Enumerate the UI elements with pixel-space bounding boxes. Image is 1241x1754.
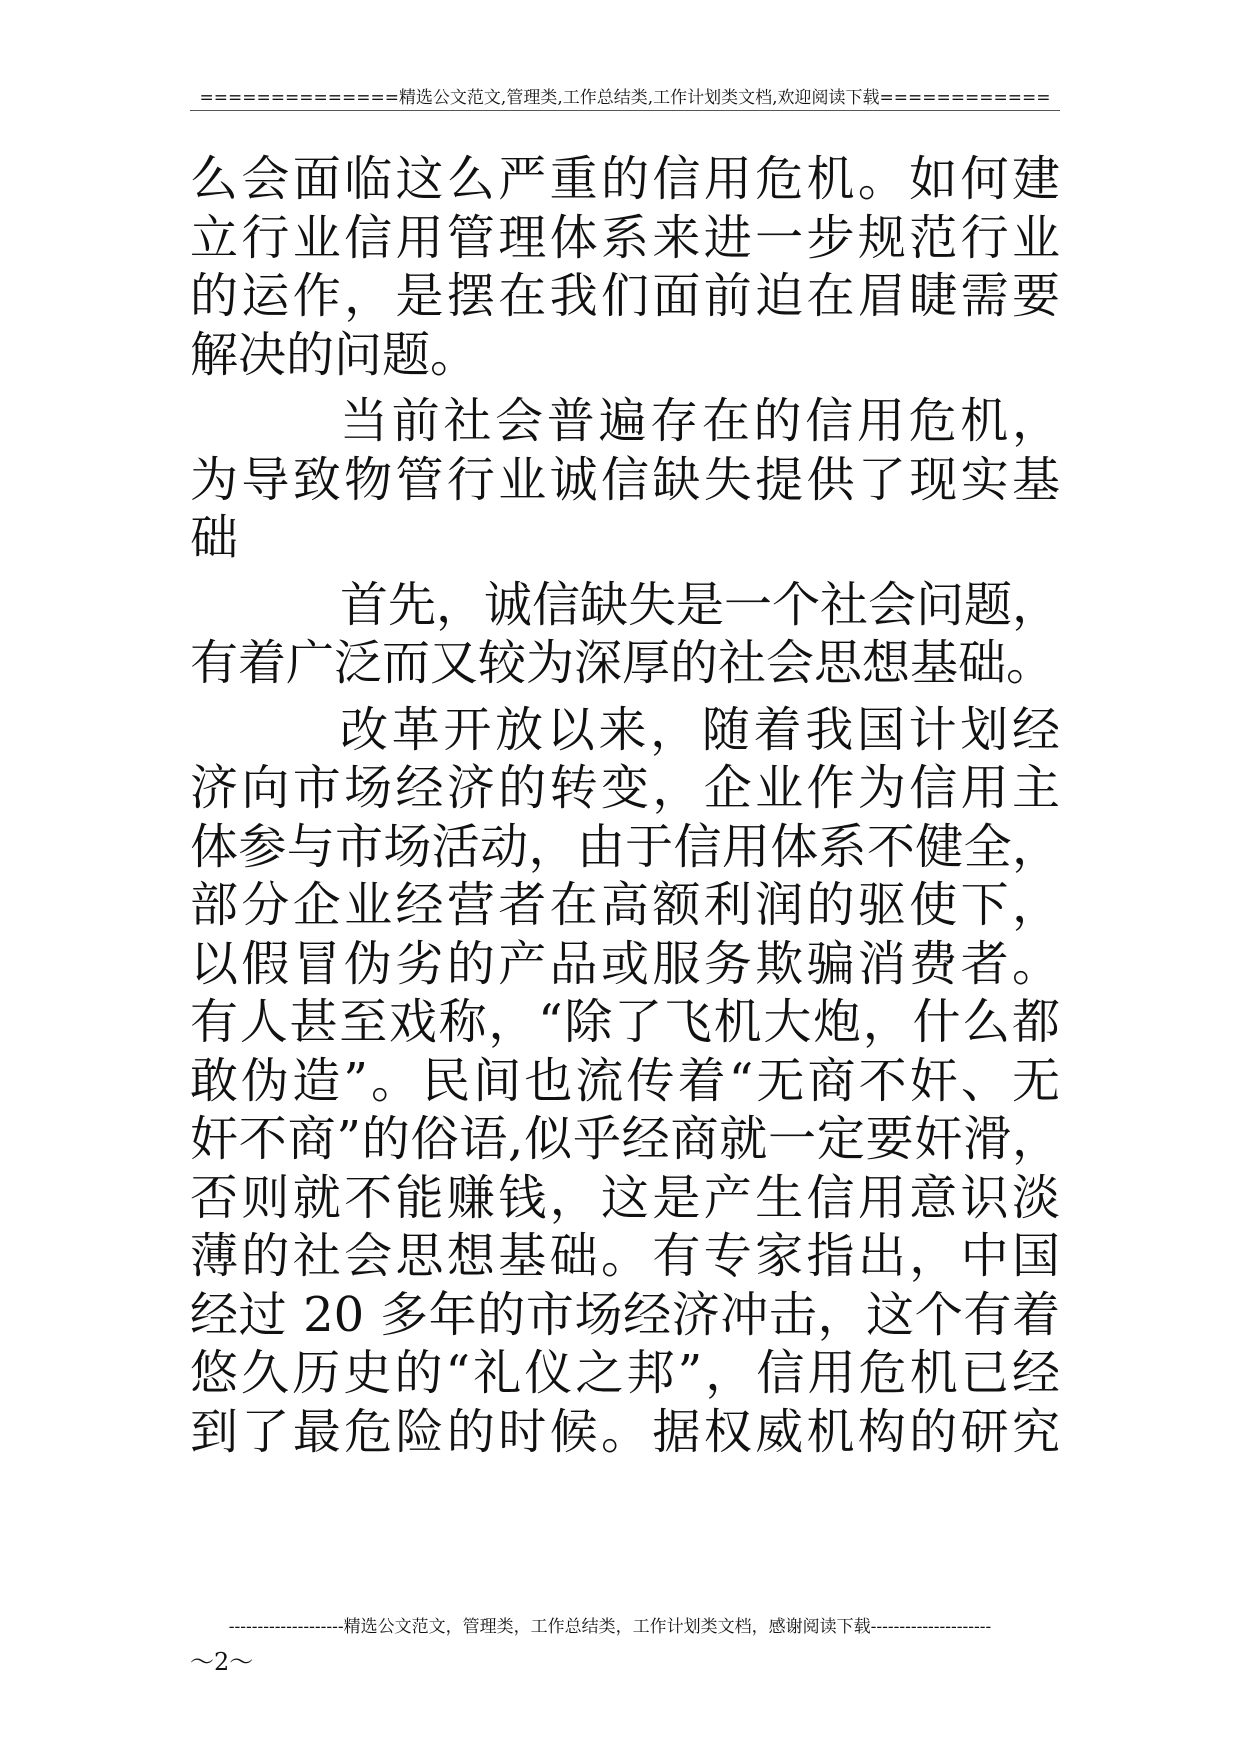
page-number: ～2～ — [190, 1648, 254, 1676]
text-line: 有着广泛而又较为深厚的社会思想基础。 — [190, 635, 1055, 691]
text-line: 解决的问题。 — [190, 326, 479, 383]
text-line: 当前社会普遍存在的信用危机， — [340, 393, 1060, 449]
page-header: ==============精选公文范文,管理类,工作总结类,工作计划类文档,欢迎阅读下载============ — [199, 88, 1051, 108]
header-rule — [190, 110, 1060, 111]
page-footer: --------------------精选公文范文，管理类，工作总结类，工作计划类文档，感谢阅读下载--------------------- — [228, 1617, 992, 1637]
text-line: 础 — [190, 510, 239, 566]
text-line: 为导致物管行业诚信缺失提供了现实基 — [190, 451, 1060, 508]
text-line: 首先，诚信缺失是一个社会问题， — [340, 576, 1060, 633]
paragraph-2 — [190, 392, 1060, 568]
text-line: 么会面临这么严重的信用危机。如何建 — [190, 151, 1060, 207]
paragraph-4 — [190, 701, 1060, 1462]
text-line: 悠久历史的“礼仪之邦”，信用危机已经 — [190, 1345, 1060, 1401]
paragraph-1 — [190, 150, 1060, 384]
text-line: 部分企业经营者在高额利润的驱使下， — [190, 877, 1060, 933]
text-line: 济向市场经济的转变，企业作为信用主 — [190, 760, 1060, 816]
text-line: 否则就不能赚钱，这是产生信用意识淡 — [190, 1169, 1060, 1226]
text-line: 薄的社会思想基础。有专家指出，中国 — [190, 1228, 1060, 1284]
text-line: 有人甚至戏称，“除了飞机大炮，什么都 — [190, 994, 1060, 1050]
text-line: 敢伪造”。民间也流传着“无商不奸、无 — [190, 1052, 1060, 1109]
text-line: 体参与市场活动，由于信用体系不健全， — [190, 818, 1060, 875]
text-line: 经过 20 多年的市场经济冲击，这个有着 — [190, 1286, 1060, 1343]
text-line: 奸不商”的俗语,似乎经商就一定要奸滑， — [190, 1111, 1060, 1167]
text-line: 的运作，是摆在我们面前迫在眉睫需要 — [190, 268, 1060, 324]
text-line: 到了最危险的时候。据权威机构的研究 — [190, 1403, 1060, 1460]
text-line: 改革开放以来，随着我国计划经 — [340, 701, 1060, 758]
body-text — [190, 150, 1060, 1461]
text-line: 以假冒伪劣的产品或服务欺骗消费者。 — [190, 935, 1060, 992]
text-line: 立行业信用管理体系来进一步规范行业 — [190, 209, 1060, 266]
paragraph-3 — [190, 576, 1060, 693]
